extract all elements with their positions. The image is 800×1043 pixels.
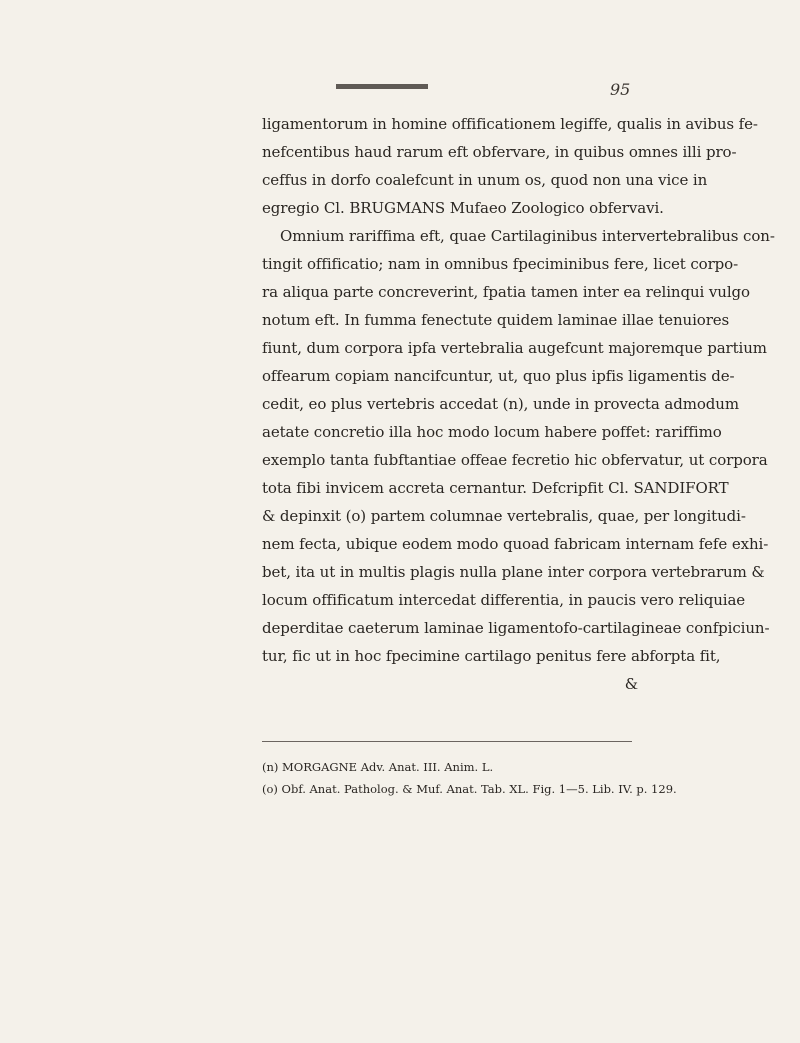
text-line: locum offificatum intercedat differentia, in paucis vero reliquiae xyxy=(262,591,746,609)
text-line: tur, fic ut in hoc fpecimine cartilago penitus fere abforpta fit, xyxy=(262,647,721,665)
text-line: Omnium rariffima eft, quae Cartilaginibus intervertebralibus con- xyxy=(280,227,775,245)
page-number: 95 xyxy=(610,80,631,99)
text-line: ligamentorum in homine offificationem legiffe, qualis in avibus fe- xyxy=(262,115,758,133)
header-ornament-bar xyxy=(336,84,428,89)
text-line: offearum copiam nancifcuntur, ut, quo plus ipfis ligamentis de- xyxy=(262,367,735,385)
text-line: deperditae caeterum laminae ligamentofo-cartilagineae confpiciun- xyxy=(262,619,770,637)
text-line: ceffus in dorfo coalefcunt in unum os, quod non una vice in xyxy=(262,171,708,189)
text-line: egregio Cl. BRUGMANS Mufaeo Zoologico obfervavi. xyxy=(262,199,664,217)
text-line: ra aliqua parte concreverint, fpatia tamen inter ea relinqui vulgo xyxy=(262,283,750,301)
text-line: tota fibi invicem accreta cernantur. Defcripfit Cl. SANDIFORT xyxy=(262,479,729,497)
text-line: tingit offificatio; nam in omnibus fpeciminibus fere, licet corpo- xyxy=(262,255,739,273)
text-line: aetate concretio illa hoc modo locum habere poffet: rariffimo xyxy=(262,423,722,441)
footnote: (n) MORGAGNE Adv. Anat. III. Anim. L. xyxy=(262,760,494,774)
footnote-rule xyxy=(262,741,632,742)
text-line: nefcentibus haud rarum eft obfervare, in quibus omnes illi pro- xyxy=(262,143,737,161)
catchword: & xyxy=(624,675,638,693)
text-line: bet, ita ut in multis plagis nulla plane inter corpora vertebrarum & xyxy=(262,563,765,581)
footnote: (o) Obf. Anat. Patholog. & Muf. Anat. Tab. XL. Fig. 1—5. Lib. IV. p. 129. xyxy=(262,782,677,796)
text-line: notum eft. In fumma fenectute quidem laminae illae tenuiores xyxy=(262,311,730,329)
text-line: fiunt, dum corpora ipfa vertebralia augefcunt majoremque partium xyxy=(262,339,767,357)
text-line: nem fecta, ubique eodem modo quoad fabricam internam fefe exhi- xyxy=(262,535,769,553)
text-line: & depinxit (o) partem columnae vertebralis, quae, per longitudi- xyxy=(262,507,746,525)
main-text xyxy=(262,110,775,698)
text-line: exemplo tanta fubftantiae offeae fecretio hic obfervatur, ut corpora xyxy=(262,451,768,469)
footnotes xyxy=(262,756,677,800)
text-line: cedit, eo plus vertebris accedat (n), unde in provecta admodum xyxy=(262,395,739,413)
